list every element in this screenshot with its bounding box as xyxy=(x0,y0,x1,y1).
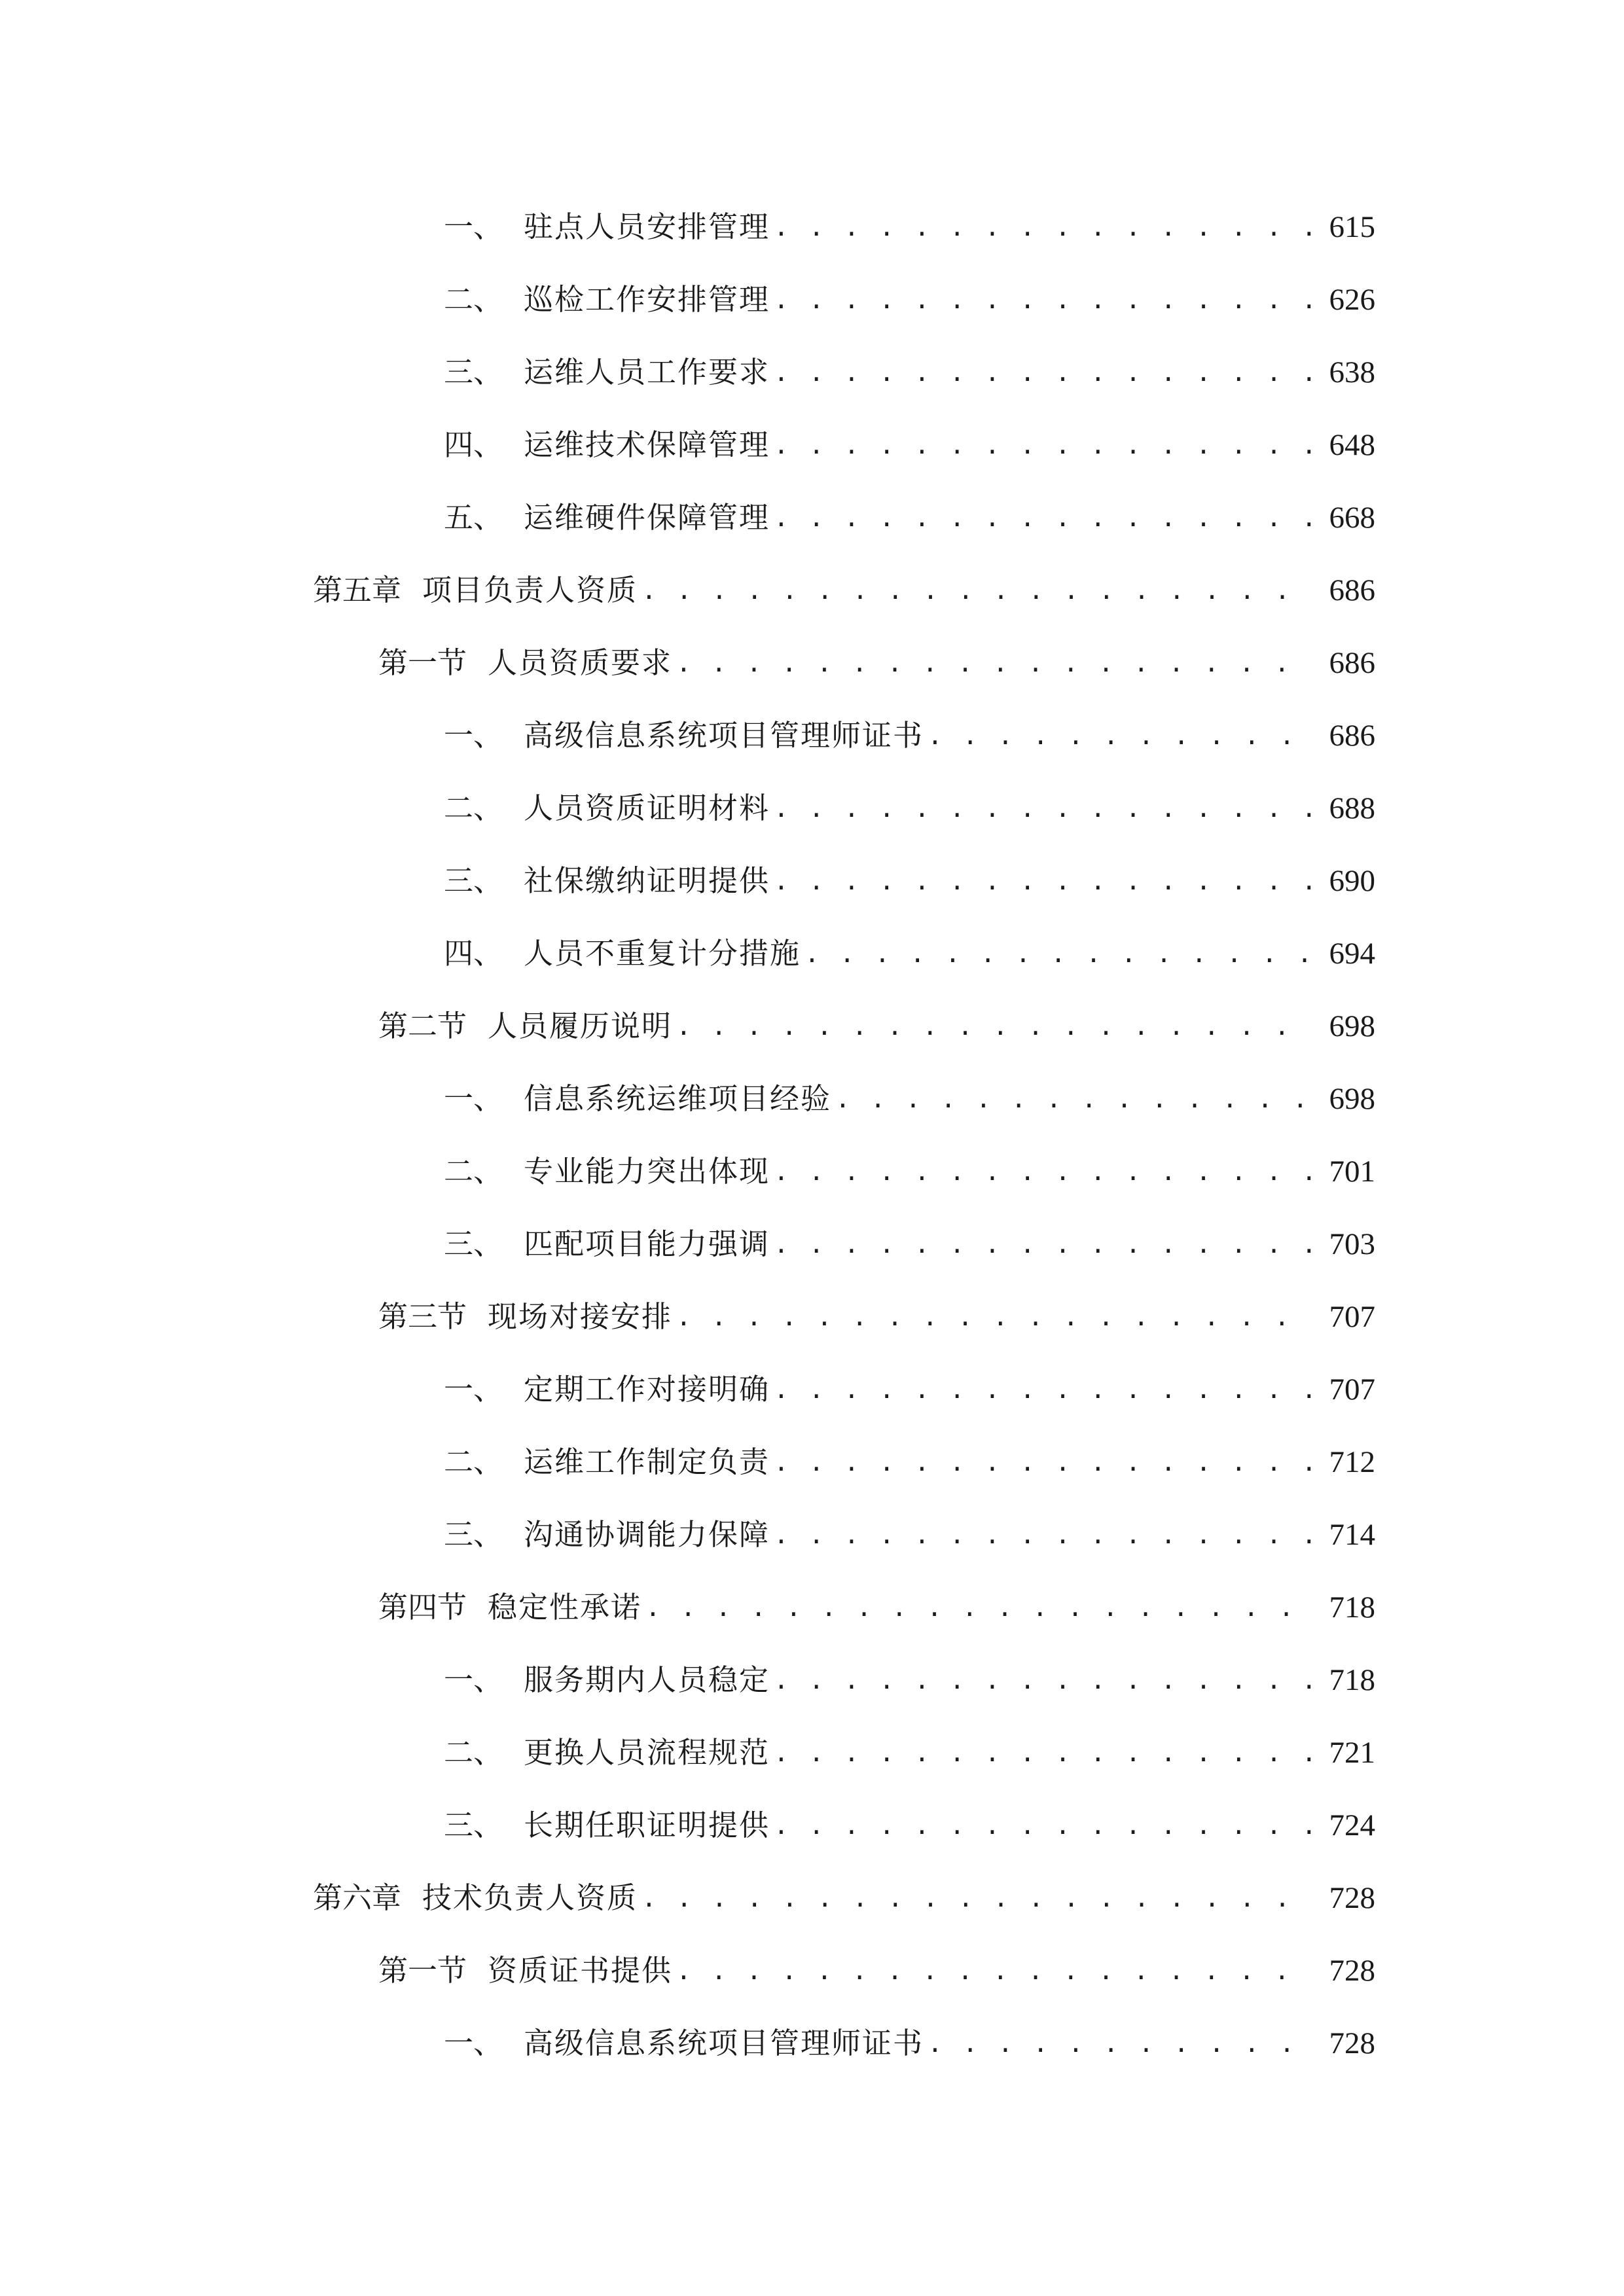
toc-entry-title: 匹配项目能力强调 xyxy=(524,1227,770,1261)
toc-entry-title: 运维硬件保障管理 xyxy=(524,500,770,535)
toc-entry-number: 第一节 xyxy=(378,1953,467,1988)
toc-entry[interactable] xyxy=(444,852,1375,910)
toc-entry[interactable] xyxy=(444,198,1375,257)
toc-entry-title: 运维人员工作要求 xyxy=(524,355,770,389)
toc-dot-leader xyxy=(774,1142,1315,1201)
toc-entry-title: 人员资质证明材料 xyxy=(524,791,770,825)
toc-entry-page: 615 xyxy=(1329,210,1375,244)
toc-entry[interactable] xyxy=(444,1215,1375,1274)
toc-entry-chapter[interactable] xyxy=(313,1869,1375,1928)
toc-entry-section[interactable] xyxy=(378,1578,1375,1637)
toc-entry-title: 服务期内人员稳定 xyxy=(524,1662,770,1697)
toc-entry[interactable] xyxy=(444,1723,1375,1782)
toc-entry[interactable] xyxy=(444,1505,1375,1564)
toc-entry-section[interactable] xyxy=(378,634,1375,692)
toc-dot-leader xyxy=(774,1651,1315,1710)
toc-entry-section[interactable] xyxy=(378,997,1375,1056)
toc-entry-number: 四、 xyxy=(444,427,503,462)
toc-entry-number: 二、 xyxy=(444,1444,503,1479)
toc-entry-page: 718 xyxy=(1329,1663,1375,1697)
toc-entry-number: 一、 xyxy=(444,1081,503,1116)
toc-entry-title: 现场对接安排 xyxy=(488,1299,673,1334)
toc-entry[interactable] xyxy=(444,2014,1375,2073)
toc-dot-leader xyxy=(774,1723,1315,1782)
toc-entry-title: 高级信息系统项目管理师证书 xyxy=(524,718,924,753)
toc-entry-number: 一、 xyxy=(444,209,503,244)
toc-entry[interactable] xyxy=(444,488,1375,547)
toc-dot-leader xyxy=(774,1433,1315,1492)
toc-dot-leader xyxy=(928,706,1315,765)
toc-entry-page: 728 xyxy=(1329,2026,1375,2060)
toc-dot-leader xyxy=(774,270,1315,329)
toc-entry-title: 驻点人员安排管理 xyxy=(524,209,770,244)
toc-entry-number: 第二节 xyxy=(378,1009,467,1043)
toc-dot-leader xyxy=(676,634,1315,692)
toc-dot-leader xyxy=(928,2014,1315,2073)
toc-dot-leader xyxy=(804,924,1315,983)
toc-dot-leader xyxy=(645,1578,1315,1637)
toc-dot-leader xyxy=(774,488,1315,547)
toc-entry-number: 一、 xyxy=(444,2026,503,2060)
toc-dot-leader xyxy=(641,1869,1315,1928)
toc-entry[interactable] xyxy=(444,779,1375,838)
toc-entry-page: 721 xyxy=(1329,1736,1375,1770)
toc-entry-section[interactable] xyxy=(378,1941,1375,2000)
toc-entry-page: 688 xyxy=(1329,791,1375,825)
toc-entry[interactable] xyxy=(444,416,1375,475)
toc-entry-page: 694 xyxy=(1329,937,1375,971)
toc-entry-number: 二、 xyxy=(444,282,503,317)
toc-entry-page: 690 xyxy=(1329,864,1375,898)
toc-entry-page: 638 xyxy=(1329,355,1375,389)
toc-entry-page: 626 xyxy=(1329,283,1375,317)
toc-entry-page: 701 xyxy=(1329,1155,1375,1189)
toc-entry-page: 728 xyxy=(1329,1881,1375,1915)
toc-entry[interactable] xyxy=(444,270,1375,329)
toc-entry-title: 人员资质要求 xyxy=(488,645,673,680)
toc-entry-number: 第三节 xyxy=(378,1299,467,1334)
toc-entry[interactable] xyxy=(444,1360,1375,1419)
toc-entry-title: 长期任职证明提供 xyxy=(524,1808,770,1842)
toc-entry-number: 二、 xyxy=(444,1154,503,1189)
toc-dot-leader xyxy=(774,1505,1315,1564)
toc-dot-leader xyxy=(774,416,1315,475)
toc-entry-title: 运维工作制定负责 xyxy=(524,1444,770,1479)
toc-entry[interactable] xyxy=(444,706,1375,765)
toc-entry-number: 三、 xyxy=(444,1808,503,1842)
toc-entry-title: 稳定性承诺 xyxy=(488,1590,642,1624)
toc-entry-title: 人员不重复计分措施 xyxy=(524,936,801,971)
toc-entry-title: 资质证书提供 xyxy=(488,1953,673,1988)
toc-entry-page: 698 xyxy=(1329,1082,1375,1116)
toc-dot-leader xyxy=(676,1941,1315,2000)
toc-entry-number: 四、 xyxy=(444,936,503,971)
toc-entry[interactable] xyxy=(444,1433,1375,1492)
toc-entry-page: 724 xyxy=(1329,1808,1375,1842)
toc-entry[interactable] xyxy=(444,924,1375,983)
toc-entry[interactable] xyxy=(444,1651,1375,1710)
toc-entry[interactable] xyxy=(444,1142,1375,1201)
toc-dot-leader xyxy=(774,1360,1315,1419)
toc-entry-page: 728 xyxy=(1329,1954,1375,1988)
toc-entry-number: 第六章 xyxy=(313,1880,402,1915)
toc-dot-leader xyxy=(676,997,1315,1056)
toc-entry-title: 巡检工作安排管理 xyxy=(524,282,770,317)
toc-dot-leader xyxy=(774,779,1315,838)
toc-entry-page: 698 xyxy=(1329,1009,1375,1043)
toc-entry-number: 一、 xyxy=(444,718,503,753)
toc-entry-title: 社保缴纳证明提供 xyxy=(524,863,770,898)
toc-dot-leader xyxy=(774,852,1315,910)
toc-dot-leader xyxy=(774,1215,1315,1274)
toc-entry-page: 718 xyxy=(1329,1590,1375,1624)
toc-entry-page: 648 xyxy=(1329,428,1375,462)
toc-entry-chapter[interactable] xyxy=(313,561,1375,620)
toc-entry-number: 三、 xyxy=(444,355,503,389)
toc-entry-title: 运维技术保障管理 xyxy=(524,427,770,462)
toc-entry-number: 二、 xyxy=(444,791,503,825)
toc-entry-title: 更换人员流程规范 xyxy=(524,1735,770,1770)
toc-entry-page: 668 xyxy=(1329,501,1375,535)
toc-entry-title: 定期工作对接明确 xyxy=(524,1372,770,1407)
toc-dot-leader xyxy=(676,1287,1315,1346)
toc-entry-page: 707 xyxy=(1329,1372,1375,1407)
toc-entry-page: 714 xyxy=(1329,1518,1375,1552)
toc-entry[interactable] xyxy=(444,1796,1375,1855)
toc-entry-section[interactable] xyxy=(378,1287,1375,1346)
toc-entry-number: 一、 xyxy=(444,1662,503,1697)
toc-entry-title: 技术负责人资质 xyxy=(422,1880,638,1915)
toc-dot-leader xyxy=(774,198,1315,257)
toc-entry-number: 五、 xyxy=(444,500,503,535)
toc-entry-title: 项目负责人资质 xyxy=(422,573,638,607)
toc-entry-number: 二、 xyxy=(444,1735,503,1770)
toc-entry-title: 信息系统运维项目经验 xyxy=(524,1081,832,1116)
toc-entry-number: 第五章 xyxy=(313,573,402,607)
toc-entry-number: 一、 xyxy=(444,1372,503,1407)
toc-entry-title: 高级信息系统项目管理师证书 xyxy=(524,2026,924,2060)
toc-entry-page: 707 xyxy=(1329,1300,1375,1334)
toc-entry-title: 人员履历说明 xyxy=(488,1009,673,1043)
toc-entry-page: 712 xyxy=(1329,1445,1375,1479)
toc-dot-leader xyxy=(641,561,1315,620)
toc-entry-page: 686 xyxy=(1329,573,1375,607)
toc-entry[interactable] xyxy=(444,343,1375,402)
toc-entry-number: 三、 xyxy=(444,1517,503,1552)
toc-dot-leader xyxy=(774,1796,1315,1855)
toc-entry-number: 第一节 xyxy=(378,645,467,680)
toc-entry-number: 三、 xyxy=(444,863,503,898)
toc-entry-number: 第四节 xyxy=(378,1590,467,1624)
toc-entry-number: 三、 xyxy=(444,1227,503,1261)
toc-entry-title: 专业能力突出体现 xyxy=(524,1154,770,1189)
toc-dot-leader xyxy=(774,343,1315,402)
toc-entry-page: 686 xyxy=(1329,646,1375,680)
toc-entry-page: 703 xyxy=(1329,1227,1375,1261)
toc-entry[interactable] xyxy=(444,1069,1375,1128)
toc-dot-leader xyxy=(835,1069,1315,1128)
toc-entry-title: 沟通协调能力保障 xyxy=(524,1517,770,1552)
toc-entry-page: 686 xyxy=(1329,719,1375,753)
